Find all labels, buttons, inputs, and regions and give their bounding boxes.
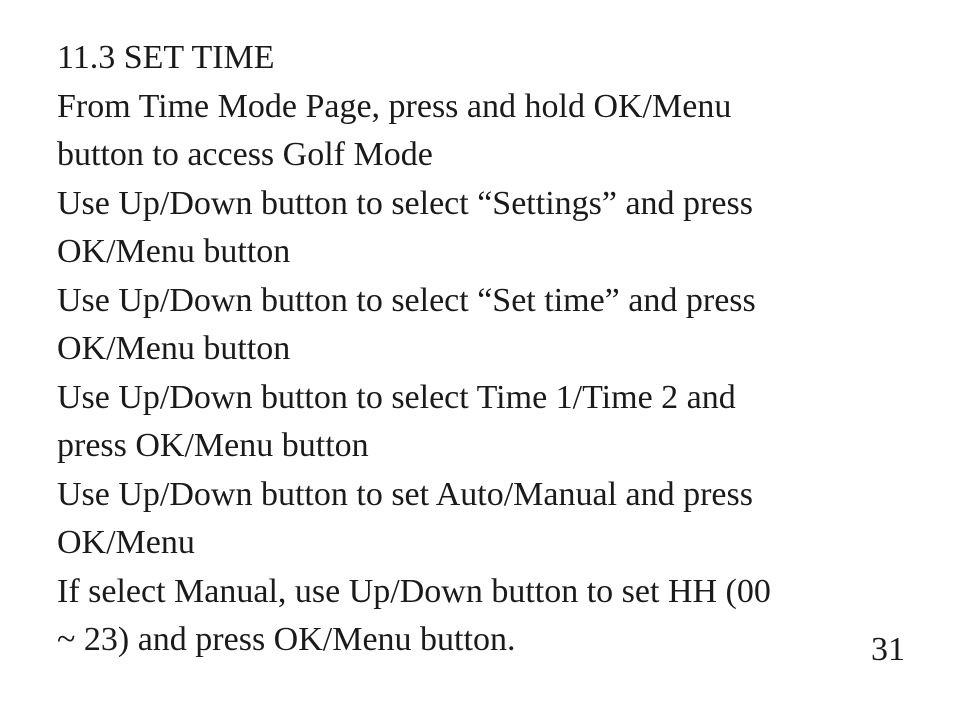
instruction-line: Use Up/Down button to select Time 1/Time 2 and: [57, 378, 736, 416]
instruction-line: ~ 23) and press OK/Menu button.: [57, 621, 516, 658]
page-number: 31: [871, 631, 905, 668]
instruction-line: OK/Menu button: [57, 330, 291, 367]
instruction-line: OK/Menu button: [57, 233, 291, 270]
instruction-line: Use Up/Down button to select “Settings” and press: [57, 184, 753, 222]
instruction-line: If select Manual, use Up/Down button to set HH (00: [57, 572, 771, 610]
instruction-line: Use Up/Down button to select “Set time” and press: [57, 281, 756, 319]
instruction-line: button to access Golf Mode: [57, 136, 433, 173]
section-heading: 11.3 SET TIME: [57, 39, 275, 76]
instruction-line: From Time Mode Page, press and hold OK/Menu: [57, 87, 732, 125]
instruction-line: OK/Menu: [57, 524, 195, 561]
instruction-line: Use Up/Down button to set Auto/Manual and press: [57, 475, 753, 513]
instruction-line: press OK/Menu button: [57, 427, 369, 464]
section-content: [57, 34, 927, 665]
